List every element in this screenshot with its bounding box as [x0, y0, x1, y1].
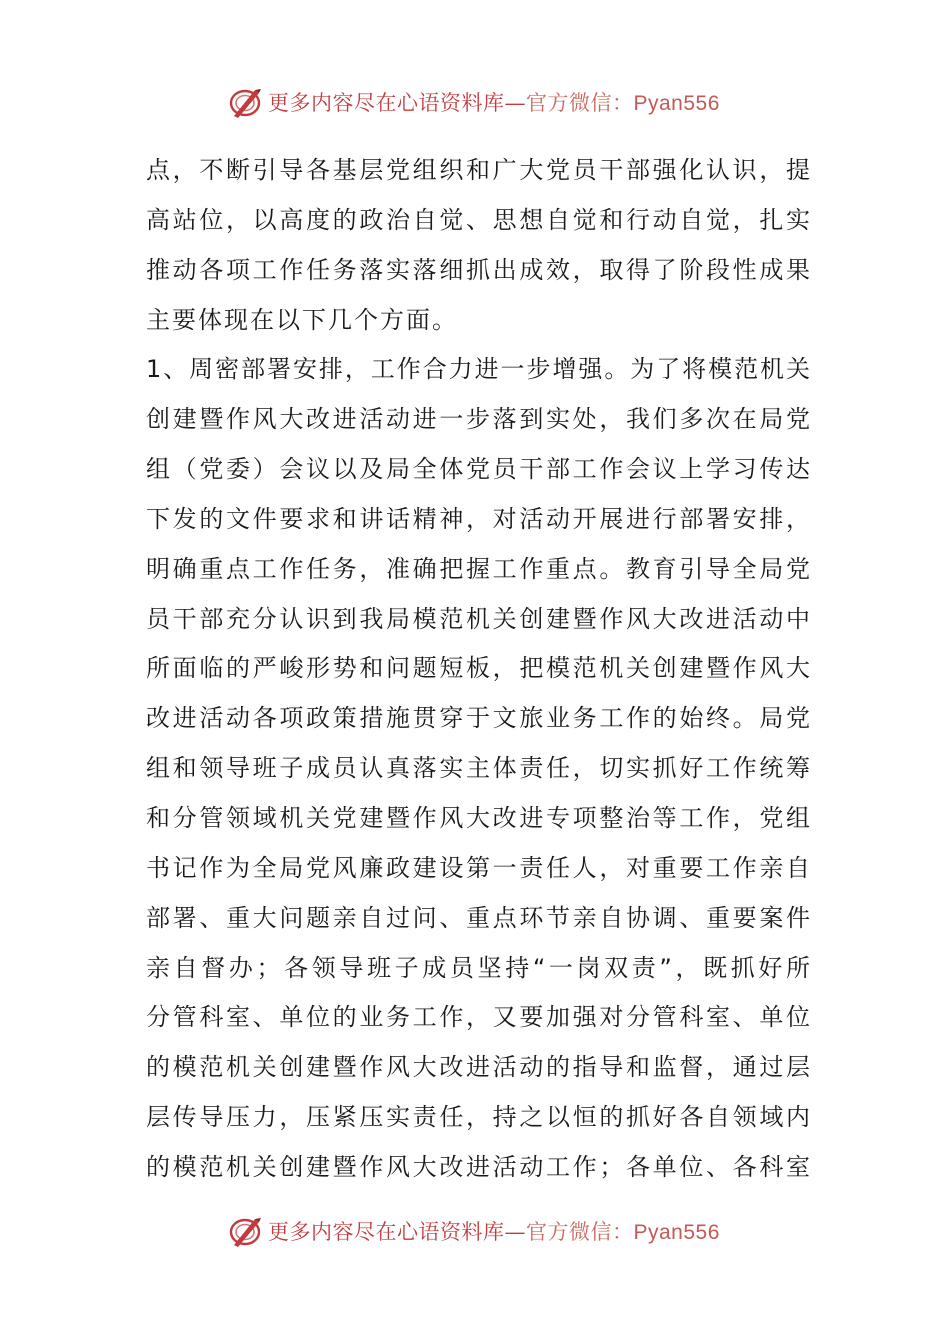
banner-slogan: 更多内容尽在心语资料库—	[268, 91, 526, 115]
text-line: 组（党委）会议以及局全体党员干部工作会议上学习传达	[146, 455, 810, 484]
text-line: 的模范机关创建暨作风大改进活动工作；各单位、各科室	[146, 1152, 810, 1181]
text-line: 员干部充分认识到我局模范机关创建暨作风大改进活动中	[146, 604, 810, 633]
text-line: 创建暨作风大改进活动进一步落到实处，我们多次在局党	[146, 405, 810, 434]
text-line: 推动各项工作任务落实落细抓出成效，取得了阶段性成果	[146, 255, 810, 284]
banner-wechat-label: 官方微信：	[526, 1220, 634, 1244]
text-line: 组和领导班子成员认真落实主体责任，切实抓好工作统筹	[146, 754, 810, 783]
text-line: 1、周密部署安排，工作合力进一步增强。为了将模范机关	[146, 355, 810, 384]
text-line: 所面临的严峻形势和问题短板，把模范机关创建暨作风大	[146, 654, 810, 683]
text-line: 层传导压力，压紧压实责任，持之以恒的抓好各自领域内	[146, 1103, 810, 1132]
text-line: 明确重点工作任务，准确把握工作重点。教育引导全局党	[146, 554, 810, 583]
text-line: 部署、重大问题亲自过问、重点环节亲自协调、重要案件	[146, 903, 810, 932]
pen-swirl-logo-icon	[228, 1213, 264, 1249]
banner-slogan: 更多内容尽在心语资料库—	[268, 1220, 526, 1244]
banner-text	[268, 87, 720, 117]
banner-wechat-id: Pyan556	[633, 1221, 720, 1244]
text-line: 改进活动各项政策措施贯穿于文旅业务工作的始终。局党	[146, 704, 810, 733]
text-line: 高站位，以高度的政治自觉、思想自觉和行动自觉，扎实	[146, 205, 810, 234]
text-line: 亲自督办；各领导班子成员坚持“一岗双责”，既抓好所	[146, 953, 810, 982]
text-line: 点，不断引导各基层党组织和广大党员干部强化认识，提	[146, 156, 810, 184]
pen-swirl-logo-icon	[228, 84, 264, 120]
banner-wechat-label: 官方微信：	[526, 91, 634, 115]
document-body	[146, 146, 810, 1193]
text-line: 和分管领域机关党建暨作风大改进专项整治等工作，党组	[146, 803, 810, 832]
footer-watermark-banner	[228, 1211, 748, 1251]
banner-wechat-id: Pyan556	[633, 92, 720, 115]
text-line: 的模范机关创建暨作风大改进活动的指导和监督，通过层	[146, 1053, 810, 1082]
text-line: 下发的文件要求和讲话精神，对活动开展进行部署安排，	[146, 504, 810, 533]
text-line: 分管科室、单位的业务工作，又要加强对分管科室、单位	[146, 1003, 810, 1032]
text-line: 书记作为全局党风廉政建设第一责任人，对重要工作亲自	[146, 853, 810, 882]
header-watermark-banner	[228, 82, 748, 122]
banner-text	[268, 1216, 720, 1246]
text-line: 主要体现在以下几个方面。	[146, 305, 458, 334]
